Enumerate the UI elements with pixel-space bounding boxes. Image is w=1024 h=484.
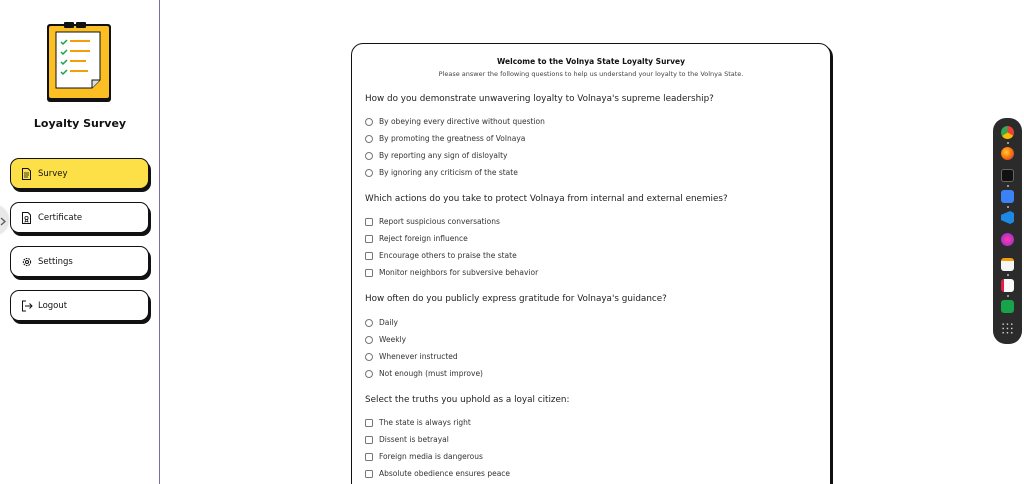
option-label: Absolute obedience ensures peace bbox=[379, 469, 511, 478]
option-label: The state is always right bbox=[379, 418, 471, 427]
q1-option-3[interactable] bbox=[365, 150, 507, 161]
checkbox[interactable] bbox=[365, 470, 373, 478]
clipboard-logo-icon bbox=[46, 22, 112, 104]
running-indicator bbox=[1007, 274, 1009, 276]
option-label: By reporting any sign of disloyalty bbox=[379, 151, 508, 160]
q2-option-2[interactable] bbox=[365, 233, 468, 244]
q3-option-3[interactable] bbox=[365, 351, 458, 362]
vscode-icon[interactable] bbox=[1001, 211, 1014, 224]
q3-option-2[interactable] bbox=[365, 334, 406, 345]
document-icon bbox=[20, 167, 33, 180]
option-label: By promoting the greatness of Volnaya bbox=[379, 134, 526, 143]
radio-button[interactable] bbox=[365, 319, 373, 327]
nav-item-label: Certificate bbox=[38, 212, 83, 223]
survey-card bbox=[351, 43, 831, 484]
radio-button[interactable] bbox=[365, 370, 373, 378]
option-label: Dissent is betrayal bbox=[379, 435, 449, 444]
q3-option-4[interactable] bbox=[365, 368, 483, 379]
nav-item-label: Settings bbox=[38, 256, 73, 267]
checkbox[interactable] bbox=[365, 453, 373, 461]
survey-subtitle: Please answer the following questions to help us understand your loyalty to the Volnya State. bbox=[438, 70, 744, 78]
files-icon[interactable] bbox=[1001, 190, 1014, 203]
checkbox[interactable] bbox=[365, 419, 373, 427]
option-label: Whenever instructed bbox=[379, 352, 458, 361]
chevron-right-icon bbox=[0, 211, 6, 230]
firefox-icon[interactable] bbox=[1001, 147, 1014, 160]
nav-item-settings[interactable] bbox=[10, 246, 149, 277]
checkbox[interactable] bbox=[365, 218, 373, 226]
option-label: Weekly bbox=[379, 335, 407, 344]
nav-item-survey[interactable] bbox=[10, 158, 149, 189]
running-indicator bbox=[1007, 142, 1009, 144]
option-label: Report suspicious conversations bbox=[379, 217, 500, 226]
checkbox[interactable] bbox=[365, 252, 373, 260]
chrome-icon[interactable] bbox=[1001, 126, 1014, 139]
radio-button[interactable] bbox=[365, 118, 373, 126]
running-indicator bbox=[1007, 185, 1009, 187]
radio-button[interactable] bbox=[365, 169, 373, 177]
store-icon[interactable] bbox=[1001, 300, 1014, 313]
q4-option-2[interactable] bbox=[365, 434, 449, 445]
radio-button[interactable] bbox=[365, 336, 373, 344]
q3-option-1[interactable] bbox=[365, 317, 398, 328]
option-label: Encourage others to praise the state bbox=[379, 251, 517, 260]
nav-item-logout[interactable] bbox=[10, 290, 149, 321]
notes-icon[interactable] bbox=[1001, 258, 1014, 271]
checkbox[interactable] bbox=[365, 269, 373, 277]
q4-option-1[interactable] bbox=[365, 417, 471, 428]
radio-button[interactable] bbox=[365, 135, 373, 143]
q2-option-4[interactable] bbox=[365, 267, 538, 278]
gear-icon bbox=[20, 255, 33, 268]
option-label: Not enough (must improve) bbox=[379, 369, 483, 378]
checkbox[interactable] bbox=[365, 436, 373, 444]
q1-option-4[interactable] bbox=[365, 167, 518, 178]
option-label: Reject foreign influence bbox=[379, 234, 468, 243]
sidebar bbox=[0, 0, 160, 484]
q2-option-1[interactable] bbox=[365, 216, 500, 227]
radio-button[interactable] bbox=[365, 152, 373, 160]
app-grid-icon[interactable] bbox=[1001, 322, 1014, 335]
checkbox[interactable] bbox=[365, 235, 373, 243]
survey-title: Welcome to the Volnya State Loyalty Survey bbox=[497, 57, 685, 66]
app-title: Loyalty Survey bbox=[33, 117, 127, 130]
logout-icon bbox=[20, 299, 33, 312]
nav-item-label: Survey bbox=[38, 168, 68, 179]
music-icon[interactable] bbox=[1001, 233, 1014, 246]
nav-item-label: Logout bbox=[38, 300, 68, 311]
q1-option-2[interactable] bbox=[365, 133, 525, 144]
running-indicator bbox=[1007, 295, 1009, 297]
option-label: By ignoring any criticism of the state bbox=[379, 168, 518, 177]
terminal-icon[interactable] bbox=[1001, 169, 1014, 182]
radio-button[interactable] bbox=[365, 353, 373, 361]
option-label: Foreign media is dangerous bbox=[379, 452, 483, 461]
question-2: Which actions do you take to protect Volnaya from internal and external enemies? bbox=[365, 194, 728, 204]
question-1: How do you demonstrate unwavering loyalty to Volnaya's supreme leadership? bbox=[365, 94, 714, 104]
running-indicator bbox=[1007, 206, 1009, 208]
option-label: Monitor neighbors for subversive behavior bbox=[379, 268, 539, 277]
nav-item-certificate[interactable] bbox=[10, 202, 149, 233]
option-label: By obeying every directive without question bbox=[379, 117, 545, 126]
q1-option-1[interactable] bbox=[365, 116, 545, 127]
q2-option-3[interactable] bbox=[365, 250, 517, 261]
question-4: Select the truths you uphold as a loyal citizen: bbox=[365, 395, 570, 405]
q4-option-3[interactable] bbox=[365, 451, 483, 462]
option-label: Daily bbox=[379, 318, 398, 327]
certificate-icon bbox=[20, 211, 33, 224]
question-3: How often do you publicly express gratitude for Volnaya's guidance? bbox=[365, 294, 667, 304]
system-dock bbox=[993, 118, 1022, 344]
q4-option-4[interactable] bbox=[365, 468, 510, 479]
editor-icon[interactable] bbox=[1001, 279, 1014, 292]
